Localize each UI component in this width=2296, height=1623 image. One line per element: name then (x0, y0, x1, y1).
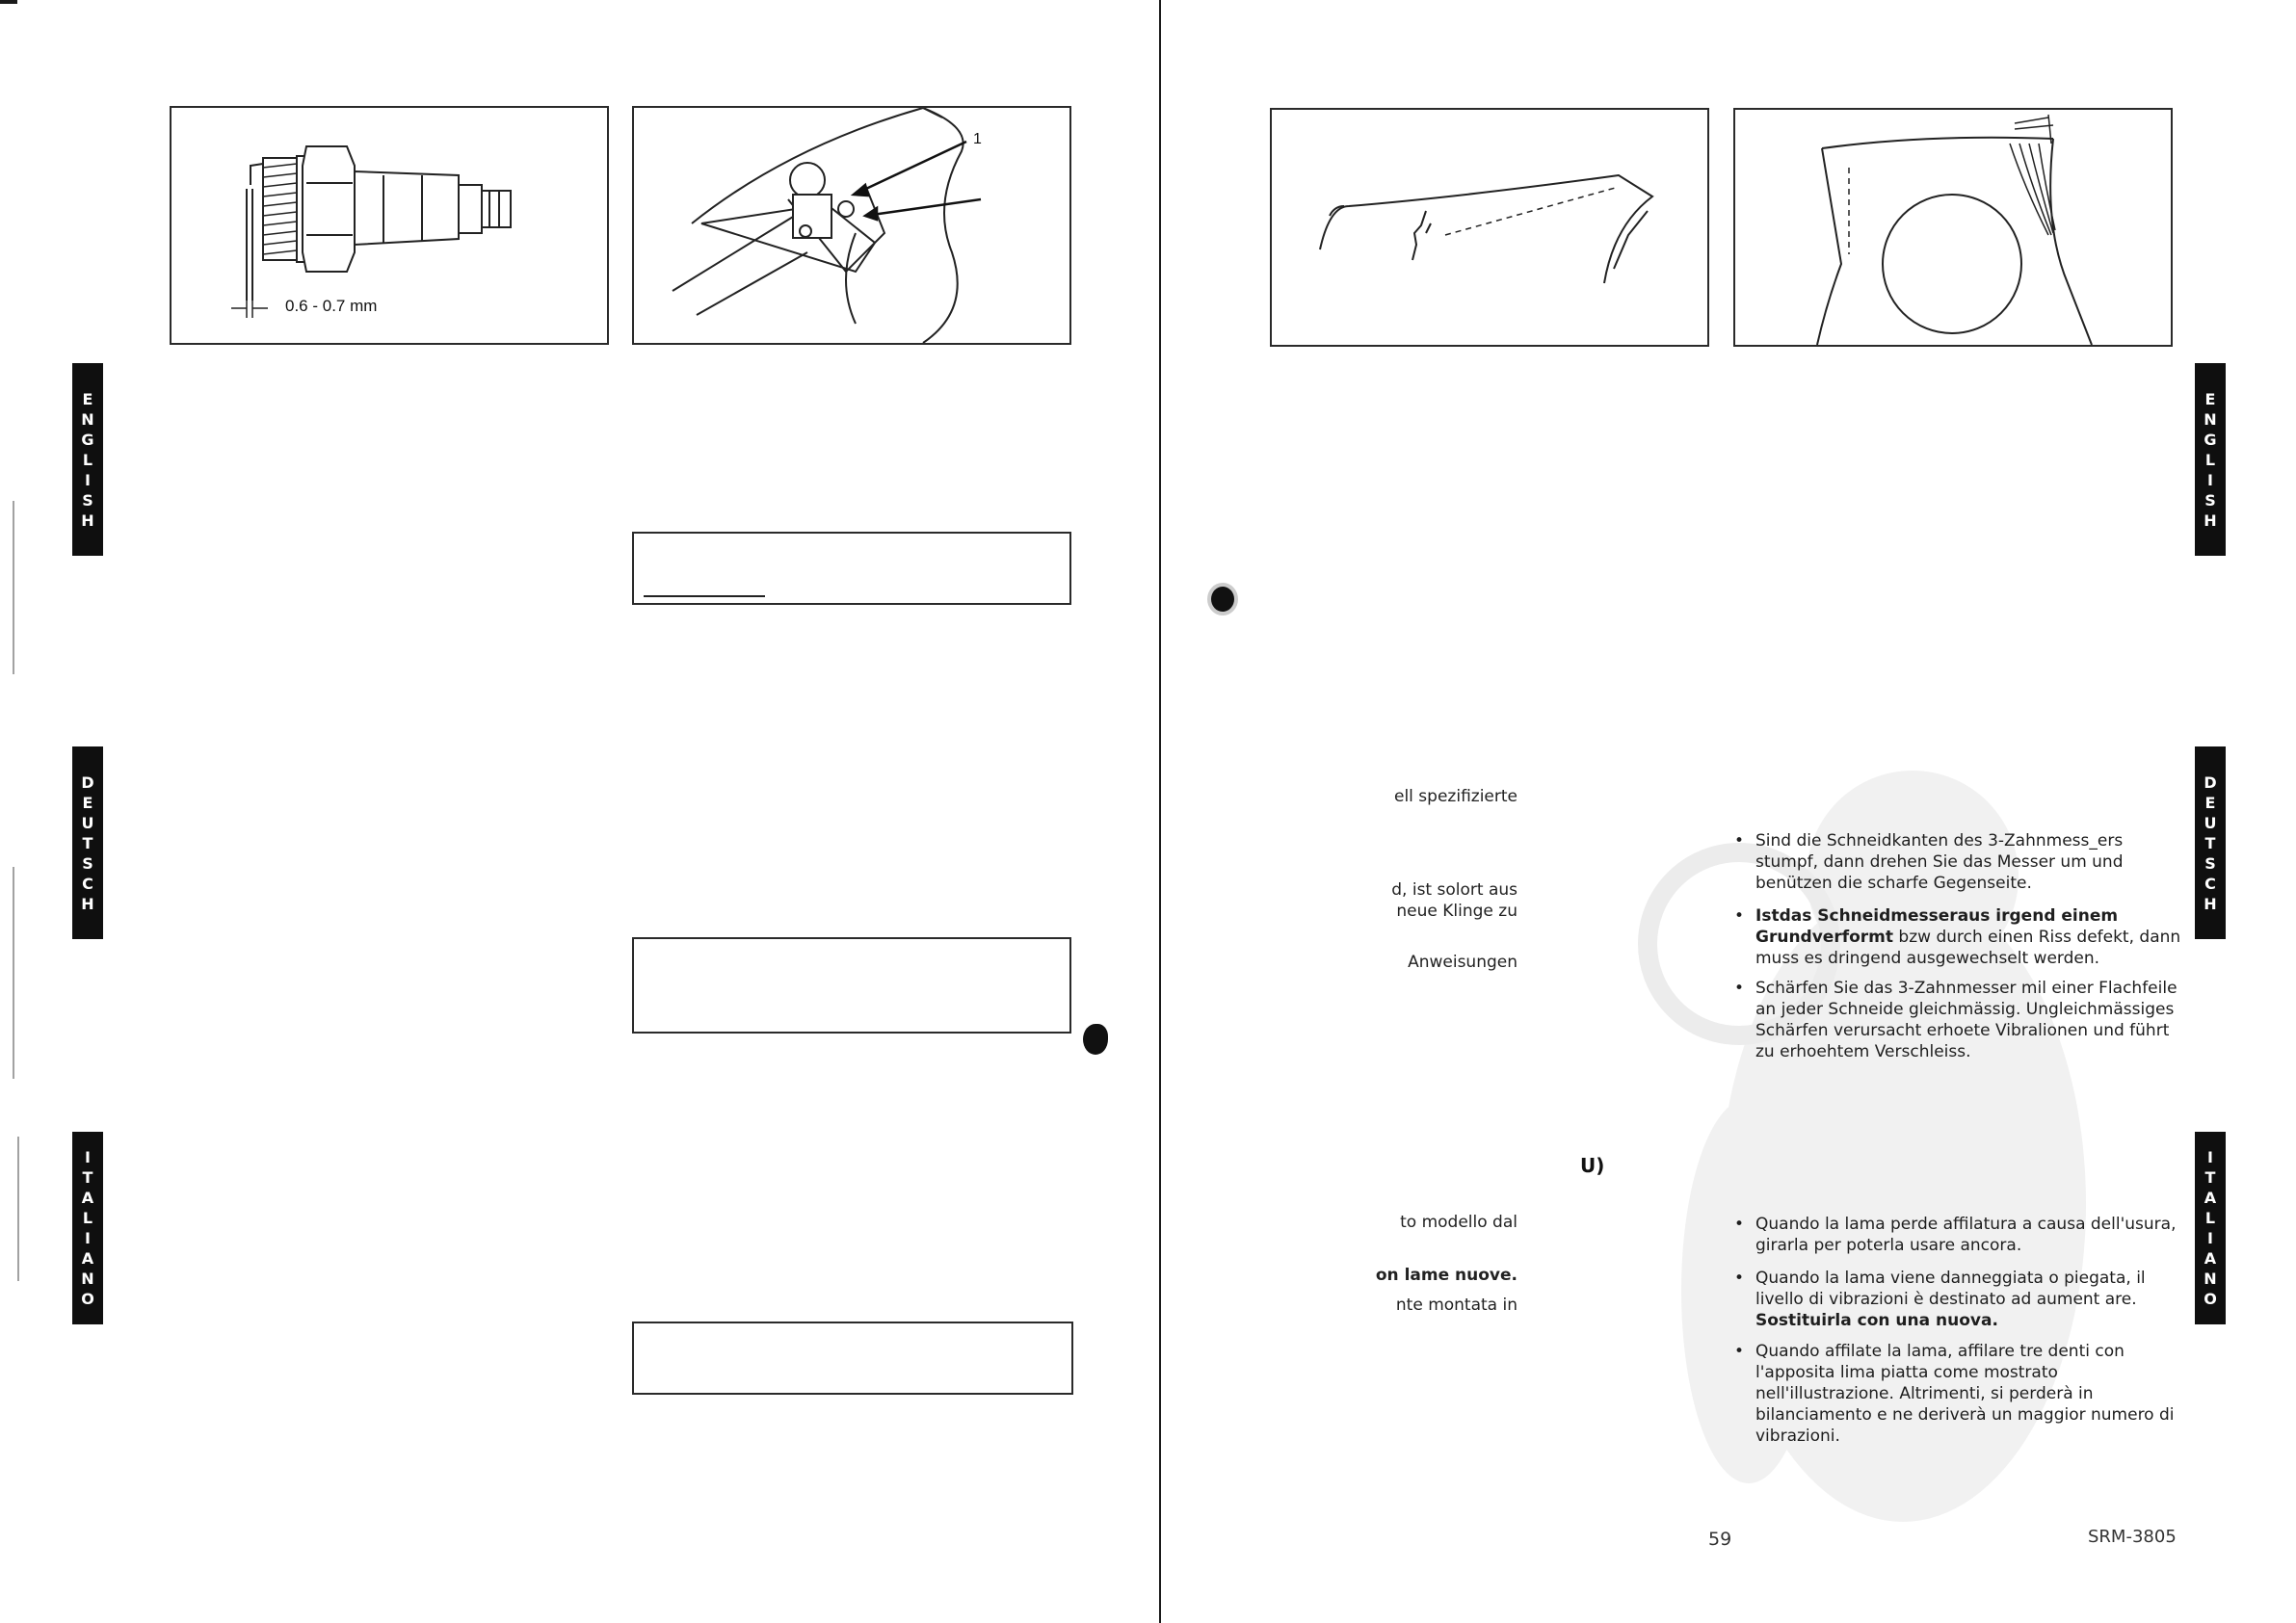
cracked-blade-figure (1270, 108, 1709, 347)
scan-artifact (13, 501, 14, 674)
scan-artifact (13, 867, 14, 1079)
it-fragment: to modello dal (1400, 1213, 1517, 1232)
note-underline (644, 595, 765, 597)
cracked-blade-illustration (1272, 110, 1707, 345)
tab-english-left: E N G L I S H (72, 363, 103, 556)
ink-spot (1083, 1024, 1108, 1055)
bullet-dot: • (1734, 1269, 1745, 1288)
crop-mark (0, 0, 17, 4)
spark-plug-illustration (172, 108, 607, 343)
tab-italiano-left: I T A L I A N O (72, 1132, 103, 1324)
de-fragment: d, ist solort aus (1391, 880, 1517, 900)
english-note-box (632, 532, 1071, 605)
tab-italiano-right: I T A L I A N O (2195, 1132, 2226, 1324)
bullet-dot: • (1734, 979, 1745, 998)
right-page (1161, 0, 2296, 1623)
italiano-note-box (632, 1322, 1073, 1395)
it-bullet: • Quando affilate la lama, affilare tre denti con l'apposita lima piatta come mostrato nell'illustrazione. Altrimenti, si perderà in bilanciamento e ne deriverà un maggior numero di vibrazioni. (1734, 1342, 2175, 1446)
it-fragment: nte montata in (1395, 1296, 1517, 1315)
deutsch-note-box (632, 937, 1071, 1034)
bullet-dot: • (1734, 1215, 1745, 1234)
de-bullet: • Schärfen Sie das 3-Zahnmesser mil einer Flachfeile an jeder Schneide gleichmässig. Ungleichmässiges Schärfen verursacht erhoete Vibralionen und führt zu erhoehtem Verschleiss. (1734, 979, 2177, 1061)
de-fragment: ell spezifizierte (1394, 787, 1517, 806)
blade-mount-figure (632, 106, 1071, 345)
tab-english-right: E N G L I S H (2195, 363, 2226, 556)
blade-mount-illustration (634, 108, 1069, 343)
tab-english-left-letter: E (82, 389, 93, 408)
de-bullet: • Istdas Schneidmesseraus irgend einem Grundverformt bzw durch einen Riss defekt, dann muss es dringend ausgewechselt werden. (1734, 906, 2181, 968)
callout-number: 1 (973, 131, 982, 147)
de-bullet: • Sind die Schneidkanten des 3-Zahnmess_ers stumpf, dann drehen Sie das Messer um und benützen die scharfe Gegenseite. (1734, 831, 2124, 893)
spark-plug-figure (170, 106, 609, 345)
it-bullet: • Quando la lama perde affilatura a causa dell'usura, girarla per poterla usare ancora. (1734, 1215, 2177, 1255)
tab-deutsch-right: D E U T S C H (2195, 746, 2226, 939)
it-heading-fragment: U) (1580, 1154, 1605, 1177)
it-fragment: on lame nuove. (1375, 1266, 1517, 1285)
bullet-dot: • (1734, 831, 1745, 851)
blade-sharpening-figure (1733, 108, 2173, 347)
tab-deutsch-left: D E U T S C H (72, 746, 103, 939)
model-number: SRM-3805 (2088, 1527, 2177, 1547)
page-number: 59 (1708, 1529, 1732, 1550)
it-bullet: • Quando la lama viene danneggiata o piegata, il livello di vibrazioni è destinato ad aument are. Sostituirla con una nuova. (1734, 1269, 2146, 1330)
ink-spot (1207, 583, 1238, 615)
gap-label: 0.6 - 0.7 mm (285, 297, 378, 315)
blade-sharpening-illustration (1735, 110, 2171, 345)
bullet-dot: • (1734, 1342, 1745, 1361)
de-fragment: Anweisungen (1408, 953, 1517, 972)
de-fragment: neue Klinge zu (1396, 902, 1517, 921)
bullet-dot: • (1734, 906, 1745, 926)
scan-artifact (17, 1137, 19, 1281)
